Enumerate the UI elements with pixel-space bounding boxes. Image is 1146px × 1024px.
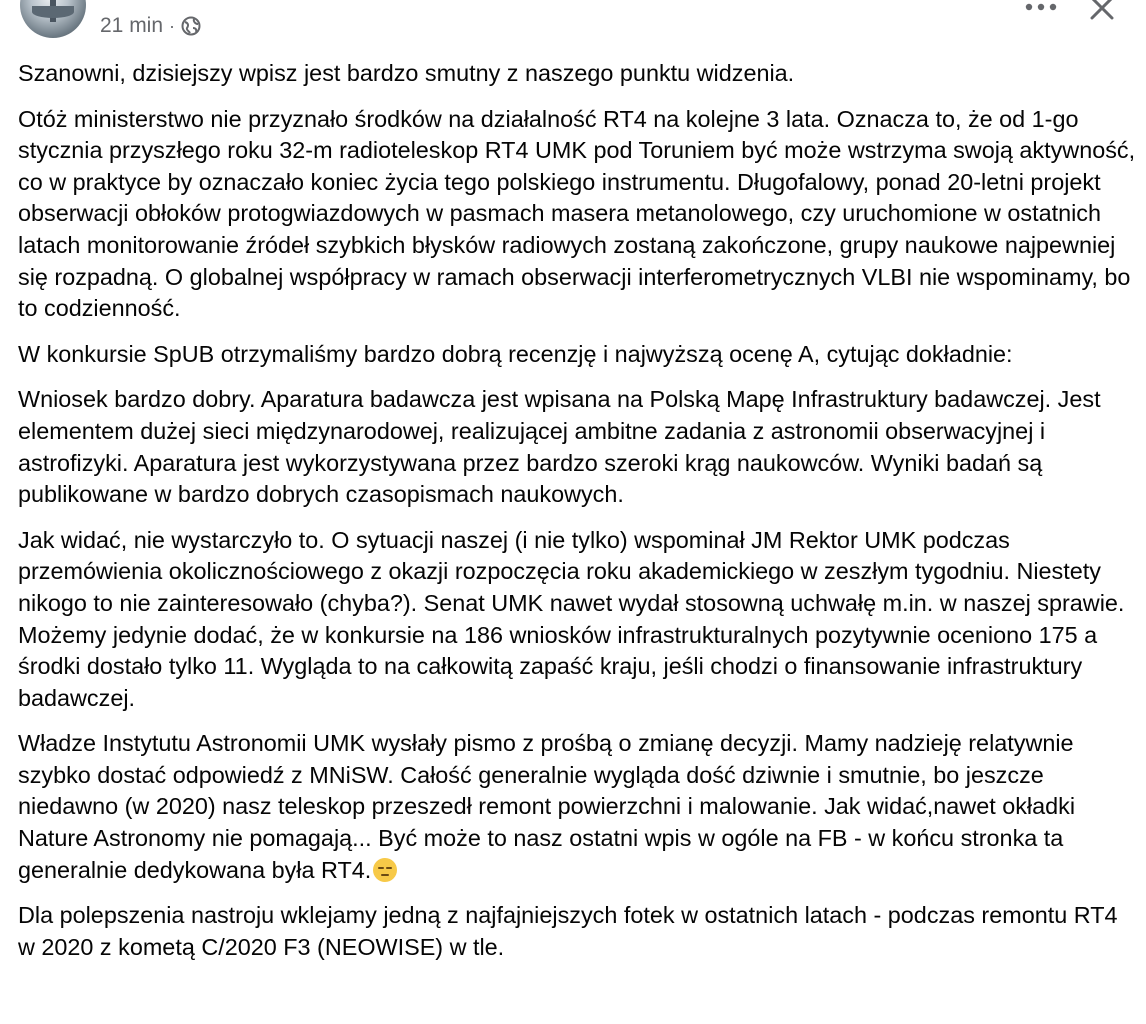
post-paragraph: Wniosek bardzo dobry. Aparatura badawcza jest wpisana na Polską Mapę Infrastruktury badawczej. Jest elementem dużej sieci międzynarodowej, realizującej ambitne zadania z astronomii obserwacyjnej i astrofizyki. Aparatura jest wykorzystywana przez bardzo szeroki krąg naukowców. Wyniki badań są publikowane w bardzo dobrych czasopismach naukowych.	[18, 386, 1101, 508]
post-paragraph-text: Władze Instytutu Astronomii UMK wysłały pismo z prośbą o zmianę decyzji. Mamy nadzieję relatywnie szybko dostać odpowiedź z MNiSW. Całość generalnie wygląda dość dziwnie i smutnie, bo jeszcze niedawno (w 2020) nasz teleskop przeszedł remont powierzchni i malowanie. Jak widać,nawet okładki Nature Astronomy nie pomagają... Być może to nasz ostatni wpis w ogóle na FB - w końcu stronka ta generalnie dedykowana była RT4.	[18, 730, 1076, 883]
post-paragraph: Dla polepszenia nastroju wklejamy jedną z najfajniejszych fotek w ostatnich latach - podczas remontu RT4 w 2020 z kometą C/2020 F3 (NEOWISE) w tle.	[18, 902, 1118, 960]
avatar-telescope-dish	[32, 6, 74, 18]
post-time[interactable]: 21 min	[100, 14, 164, 37]
post-body	[18, 58, 1136, 977]
post-meta	[100, 12, 201, 40]
post-paragraph: Jak widać, nie wystarczyło to. O sytuacji naszej (i nie tylko) wspominał JM Rektor UMK podczas przemówienia okolicznościowego z okazji rozpoczęcia roku akademickiego w zeszłym tygodniu. Niestety nikogo to nie zainteresowało (chyba?). Senat UMK nawet wydał stosowną uchwałę m.in. w naszej sprawie. Możemy jedynie dodać, że w konkursie na 186 wniosków infrastrukturalnych pozytywnie oceniono 175 a środki dostało tylko 11. Wygląda to na całkowitą zapaść kraju, jeśli chodzi o finansowanie infrastruktury badawczej.	[18, 526, 1125, 711]
avatar[interactable]	[20, 0, 86, 38]
more-horizontal-icon[interactable]	[1024, 0, 1058, 20]
globe-icon[interactable]	[181, 16, 201, 36]
post-header	[0, 0, 1146, 50]
close-icon[interactable]	[1088, 0, 1116, 22]
pensive-face-emoji	[373, 858, 397, 882]
post-paragraph-with-emoji	[18, 728, 1136, 886]
author-name[interactable]	[100, 0, 330, 2]
post-paragraph: W konkursie SpUB otrzymaliśmy bardzo dobrą recenzję i najwyższą ocenę A, cytując dokładnie:	[18, 340, 1013, 367]
emoji-mouth	[381, 874, 389, 876]
post-paragraph: Szanowni, dzisiejszy wpisz jest bardzo smutny z naszego punktu widzenia.	[18, 60, 795, 86]
meta-separator: ·	[169, 16, 176, 36]
post-paragraph: Otóż ministerstwo nie przyznało środków na działalność RT4 na kolejne 3 lata. Oznacza to, że od 1-go stycznia przyszłego roku 32-m radioteleskop RT4 UMK pod Toruniem być może wstrzyma swoją aktywność, co w praktyce by oznaczało koniec życia tego polskiego instrumentu. Długofalowy, ponad 20-letni projekt obserwacji obłoków protogwiazdowych w pasmach masera metanolowego, czy uruchomione w ostatnich latach monitorowanie źródeł szybkich błysków radiowych zostaną zakończone, grupy naukowe najpewniej się rozpadną. O globalnej współpracy w ramach obserwacji interferometrycznych VLBI nie wspominamy, bo to codzienność.	[18, 105, 1136, 322]
